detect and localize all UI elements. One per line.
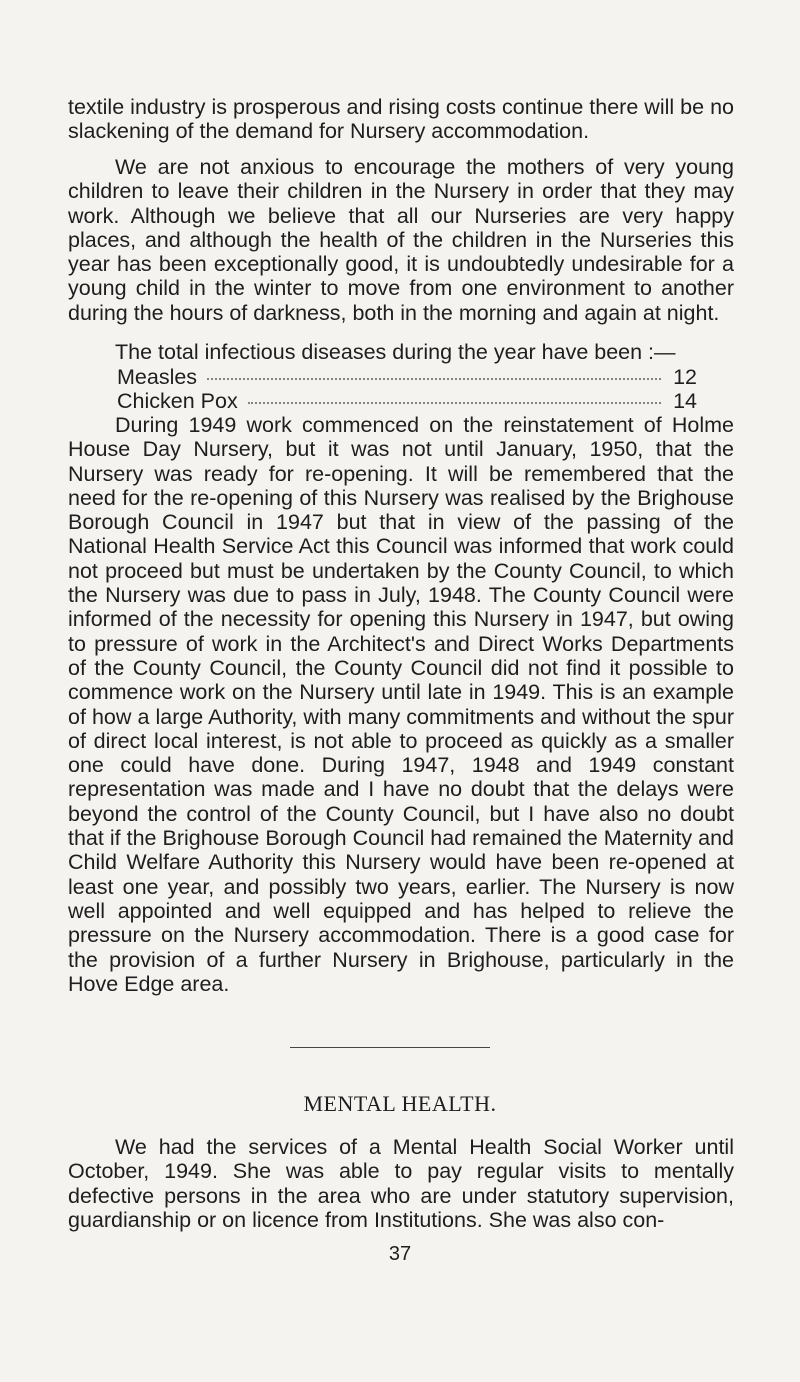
paragraph-holme-house-nursery: During 1949 work commenced on the reinstatement of Holme House Day Nursery, but it was not until January, 1950, that the Nursery was ready for re-opening. It will be remembered that the need for the re-opening of this Nursery was realised by the Brighouse Borough Council in 1947 but that in view of the passing of the National Health Service Act this Council was informed that work could not proceed but must be undertaken by the County Council, to which the Nursery was due to pass in July, 1948. The County Council were informed of the necessity for opening this Nursery in 1947, but owing to pressure of work in the Architect's and Direct Works Departments of the County Council, the County Council did not find it possible to commence work on the Nursery until late in 1949. This is an example of how a large Authority, with many commitments and without the spur of direct local interest, is not able to proceed as quickly as a smaller one could have done. During 1947, 1948 and 1949 constant representation was made and I have no doubt that the delays were beyond the control of the County Council, but I have also no doubt that if the Brighouse Borough Council had remained the Maternity and Child Welfare Authority this Nursery would have been re-opened at least one year, and possibly two years, earlier. The Nursery is now well appointed and well equipped and has helped to relieve the pressure on the Nursery accommodation. There is a good case for the provision of a further Nursery in Brighouse, particularly in the Hove Edge area. xyxy=(68,413,734,996)
paragraph-mothers-encouragement: We are not anxious to encourage the mothers of very young children to leave their children in the Nursery in order that they may work. Although we believe that all our Nurseries are very happy places, and although the health of the children in the Nurseries this year has been exceptionally good, it is undoubtedly undesirable for a young child in the winter to move from one environment to another during the hours of darkness, both in the morning and again at night. xyxy=(68,155,734,325)
infectious-diseases-intro: The total infectious diseases during the year have been :— xyxy=(115,340,676,364)
paragraph-continued: textile industry is prosperous and rising costs continue there will be no slackening of the demand for Nursery accommodation. xyxy=(68,95,734,144)
disease-name: Measles xyxy=(117,365,198,389)
disease-name: Chicken Pox xyxy=(117,389,238,413)
dot-leader xyxy=(248,402,661,404)
disease-row-measles xyxy=(117,365,697,389)
paragraph-mental-health: We had the services of a Mental Health Social Worker until October, 1949. She was able to pay regular visits to mentally defective persons in the area who are under statutory supervision, guardianship or on licence from Institutions. She was also con- xyxy=(68,1135,734,1232)
dot-leader xyxy=(207,378,661,380)
section-divider xyxy=(290,1047,490,1048)
page-number: 37 xyxy=(388,1243,412,1265)
disease-row-chicken-pox xyxy=(117,389,697,413)
disease-count: 14 xyxy=(673,389,697,413)
disease-count: 12 xyxy=(673,365,697,389)
section-heading-mental-health: MENTAL HEALTH. xyxy=(303,1091,497,1116)
